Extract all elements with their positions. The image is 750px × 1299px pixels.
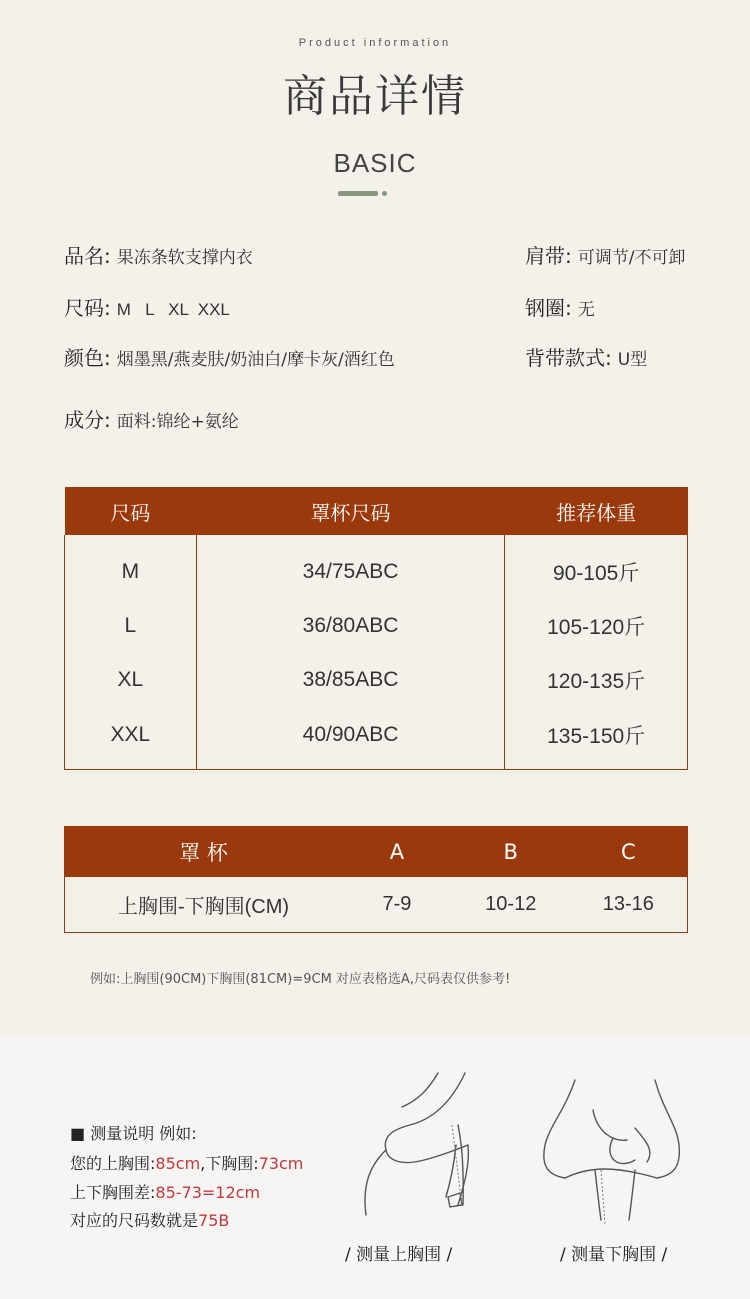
size-row [65, 535, 688, 599]
spec-color-value: 烟墨黑/燕麦肤/奶油白/摩卡灰/酒红色 [116, 350, 395, 370]
spec-back [525, 342, 647, 371]
cup-size-cell: 40/90ABC [196, 707, 505, 769]
spec-wire-value: 无 [577, 300, 595, 320]
spec-material [64, 404, 239, 433]
weight-cell: 135-150斤 [505, 707, 688, 769]
size-cell: M [65, 535, 197, 599]
measure-line-1-prefix: 您的上胸围: [70, 1154, 156, 1173]
spec-back-label: 背带款式: [525, 346, 612, 370]
spec-size [64, 292, 230, 321]
spec-wire [525, 292, 595, 321]
spec-color [64, 342, 395, 371]
cup-table [64, 826, 688, 933]
weight-cell: 120-135斤 [505, 653, 688, 707]
size-cell: XXL [65, 707, 197, 769]
size-table-header [65, 487, 688, 535]
cup-size-cell: 38/85ABC [196, 653, 505, 707]
page-title: 商品详情 [283, 71, 467, 122]
spec-strap-value: 可调节/不可卸 [577, 248, 686, 268]
size-cell: XL [65, 653, 197, 707]
cup-a-range: 7-9 [382, 892, 412, 915]
size-cell: L [65, 599, 197, 653]
cup-header-a: A [342, 827, 452, 877]
cup-size-cell: 34/75ABC [196, 535, 505, 599]
size-table [64, 487, 688, 770]
spec-material-label: 成分: [64, 408, 111, 432]
spec-back-value: U型 [617, 350, 648, 370]
size-row [65, 707, 688, 769]
cup-table-header [65, 827, 688, 877]
spec-name [64, 240, 253, 269]
cup-header-label: 罩 杯 [65, 827, 343, 877]
spec-color-label: 颜色: [64, 346, 111, 370]
spec-name-value: 果冻条软支撑内衣 [116, 248, 253, 268]
measure-line-3-prefix: 对应的尺码数就是 [70, 1211, 199, 1230]
size-header-cup: 罩杯尺码 [196, 487, 505, 535]
size-header-weight: 推荐体重 [505, 487, 688, 535]
cup-size-cell: 36/80ABC [196, 599, 505, 653]
lower-bust-value: 73cm [258, 1154, 304, 1173]
measure-line-1-mid: ,下胸围: [200, 1154, 259, 1173]
section-heading: BASIC [333, 148, 417, 178]
spec-strap [525, 240, 686, 269]
spec-wire-label: 钢圈: [525, 296, 572, 320]
cup-b-range: 10-12 [485, 892, 537, 915]
spec-material-value: 面料:锦纶+氨纶 [116, 412, 239, 432]
heading-underline-bar [338, 191, 378, 196]
caption-upper-bust: / 测量上胸围 / [345, 1245, 453, 1265]
bust-difference-value: 85-73=12cm [155, 1183, 261, 1202]
size-row [65, 599, 688, 653]
caption-lower-bust: / 测量下胸围 / [560, 1245, 668, 1265]
cup-header-b: B [452, 827, 570, 877]
cup-c-range: 13-16 [602, 892, 654, 915]
size-note: 例如:上胸围(90CM)下胸围(81CM)=9CM 对应表格选A,尺码表仅供参考! [90, 972, 511, 987]
cup-row [65, 877, 688, 933]
upper-bust-value: 85cm [155, 1154, 201, 1173]
size-row [65, 653, 688, 707]
measure-line-2 [70, 1180, 260, 1203]
lower-bust-illustration [535, 1070, 695, 1230]
heading-underline-dot [382, 191, 387, 196]
cup-header-c: C [570, 827, 688, 877]
size-header-size: 尺码 [65, 487, 197, 535]
spec-size-value: M L XL XXL [116, 300, 230, 319]
measure-line-1 [70, 1151, 303, 1174]
english-subtitle: Product information [298, 37, 452, 49]
measure-line-3 [70, 1208, 229, 1231]
weight-cell: 105-120斤 [505, 599, 688, 653]
weight-cell: 90-105斤 [505, 535, 688, 599]
measure-line-2-prefix: 上下胸围差: [70, 1183, 156, 1202]
spec-name-label: 品名: [64, 244, 111, 268]
spec-size-label: 尺码: [64, 296, 111, 320]
cup-row-label: 上胸围-下胸围(CM) [117, 895, 290, 918]
result-size-value: 75B [198, 1211, 230, 1230]
measure-heading: ■ 测量说明 例如: [70, 1124, 197, 1143]
upper-bust-illustration [340, 1065, 500, 1225]
spec-strap-label: 肩带: [525, 244, 572, 268]
